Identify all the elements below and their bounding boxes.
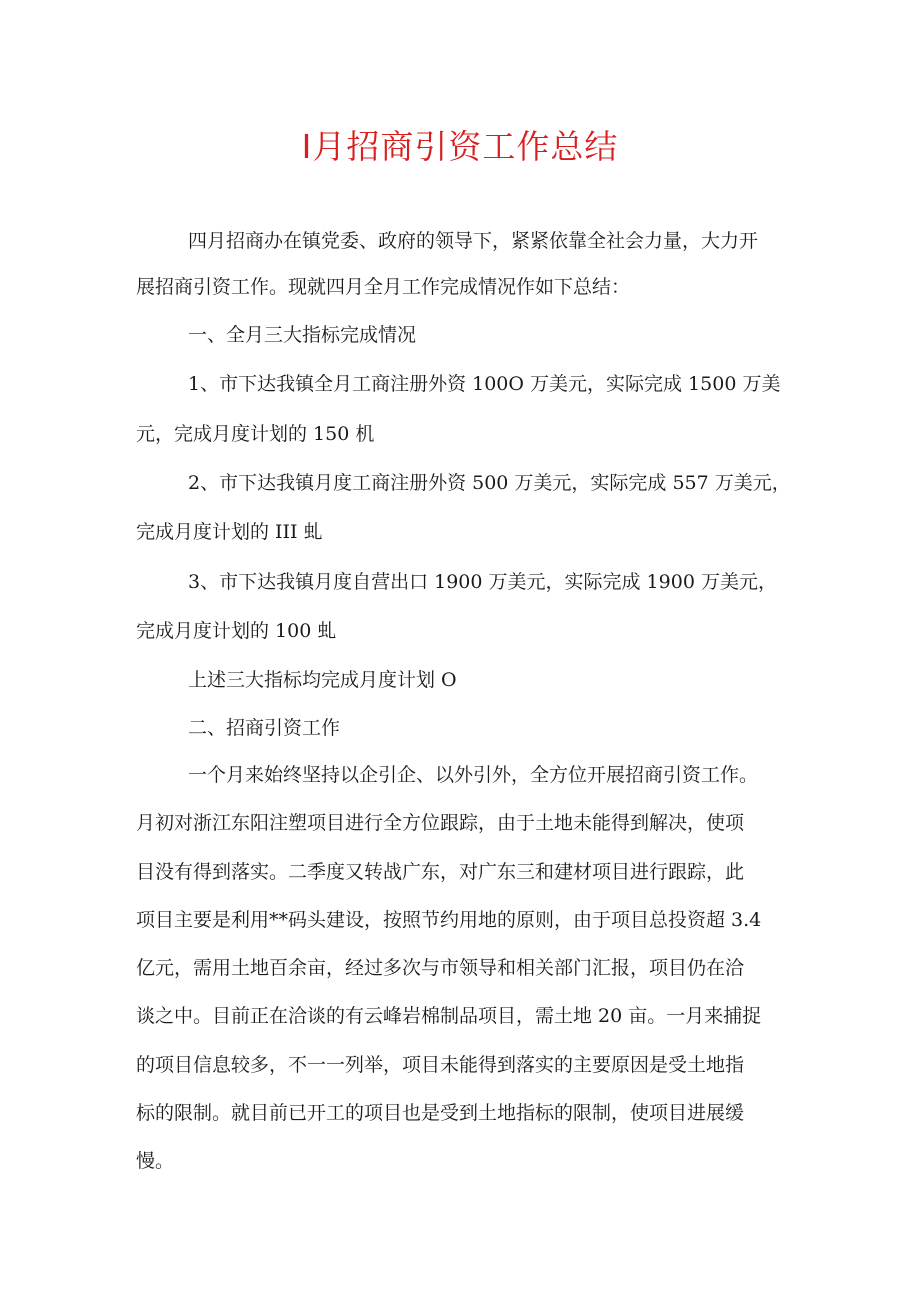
paragraph-line: 完成月度计划的 III 虬 — [136, 521, 323, 543]
section-heading: 一、全月三大指标完成情况 — [188, 324, 417, 346]
paragraph-line: 2、市下达我镇月度工商注册外资 500 万美元，实际完成 557 万美元， — [188, 472, 791, 494]
paragraph-line: 慢。 — [136, 1150, 175, 1172]
paragraph-line: 项目主要是利用**码头建设，按照节约用地的原则，由于项目总投资超 3.4 — [136, 909, 762, 931]
paragraph-line: 亿元，需用土地百余亩，经过多次与市领导和相关部门汇报，项目仍在洽 — [136, 957, 745, 979]
paragraph-line: 一个月来始终坚持以企引企、以外引外，全方位开展招商引资工作。 — [188, 764, 759, 786]
paragraph-line: 谈之中。目前正在洽谈的有云峰岩棉制品项目，需土地 20 亩。一月来捕捉 — [136, 1005, 762, 1027]
paragraph-line: 展招商引资工作。现就四月全月工作完成情况作如下总结： — [136, 276, 631, 298]
paragraph-line: 3、市下达我镇月度自营出口 1900 万美元，实际完成 1900 万美元， — [188, 571, 777, 593]
paragraph-line: 的项目信息较多，不一一列举，项目未能得到落实的主要原因是受土地指 — [136, 1054, 745, 1076]
paragraph-line: 完成月度计划的 100 虬 — [136, 620, 337, 642]
paragraph-line: 标的限制。就目前已开工的项目也是受到土地指标的限制，使项目进展缓 — [136, 1102, 745, 1124]
paragraph-line: 上述三大指标均完成月度计划 O — [188, 669, 457, 691]
paragraph-line: 元，完成月度计划的 150 机 — [136, 423, 375, 445]
paragraph-line: 月初对浙江东阳注塑项目进行全方位跟踪，由于土地未能得到解决，使项 — [136, 812, 745, 834]
document-title: Ⅰ月招商引资工作总结 — [301, 127, 619, 166]
section-heading: 二、招商引资工作 — [188, 717, 341, 739]
paragraph-line: 1、市下达我镇全月工商注册外资 100O 万美元，实际完成 1500 万美 — [188, 373, 781, 395]
paragraph-line: 四月招商办在镇党委、政府的领导下，紧紧依靠全社会力量，大力开 — [188, 230, 759, 252]
paragraph-line: 目没有得到落实。二季度又转战广东，对广东三和建材项目进行跟踪，此 — [136, 861, 745, 883]
